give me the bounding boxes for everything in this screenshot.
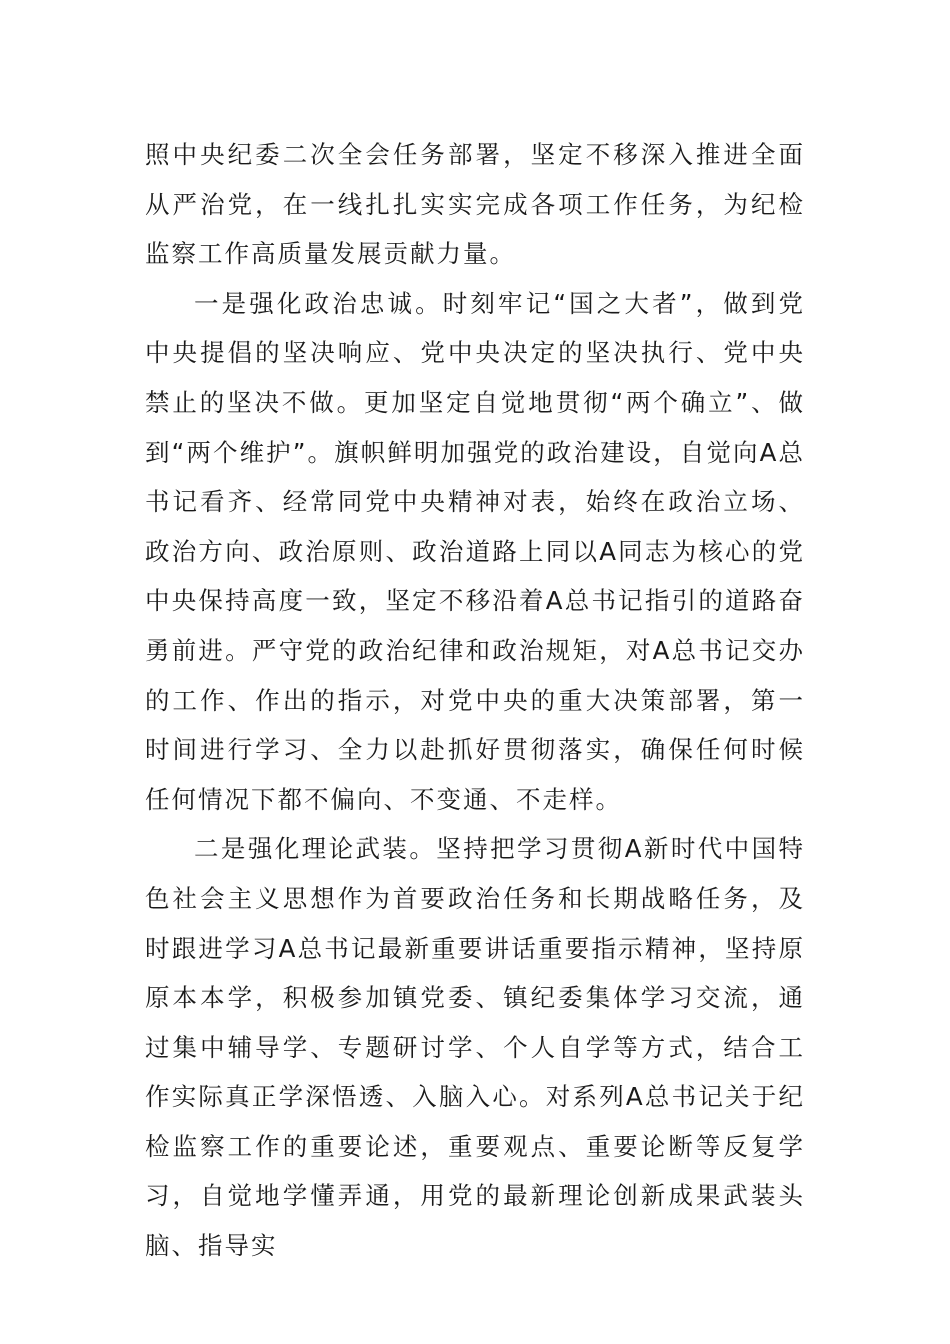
paragraph-continuation: 照中央纪委二次全会任务部署，坚定不移深入推进全面从严治党，在一线扎扎实实完成各项工作任务，为纪检监察工作高质量发展贡献力量。: [145, 140, 805, 269]
document-body: [145, 130, 805, 1271]
paragraph-theory-armament: 二是强化理论武装。坚持把学习贯彻A新时代中国特色社会主义思想作为首要政治任务和长期战略任务，及时跟进学习A总书记最新重要讲话重要指示精神，坚持原原本本学，积极参加镇党委、镇纪委集体学习交流，通过集中辅导学、专题研讨学、个人自学等方式，结合工作实际真正学深悟透、入脑入心。对系列A总书记关于纪检监察工作的重要论述，重要观点、重要论断等反复学习，自觉地学懂弄通，用党的最新理论创新成果武装头脑、指导实: [145, 834, 805, 1261]
paragraph-political-loyalty: 一是强化政治忠诚。时刻牢记“国之大者”，做到党中央提倡的坚决响应、党中央决定的坚决执行、党中央禁止的坚决不做。更加坚定自觉地贯彻“两个确立”、做到“两个维护”。旗帜鲜明加强党的政治建设，自觉向A总书记看齐、经常同党中央精神对表，始终在政治立场、政治方向、政治原则、政治道路上同以A同志为核心的党中央保持高度一致，坚定不移沿着A总书记指引的道路奋勇前进。严守党的政治纪律和政治规矩，对A总书记交办的工作、作出的指示，对党中央的重大决策部署，第一时间进行学习、全力以赴抓好贯彻落实，确保任何时候任何情况下都不偏向、不变通、不走样。: [145, 288, 805, 814]
